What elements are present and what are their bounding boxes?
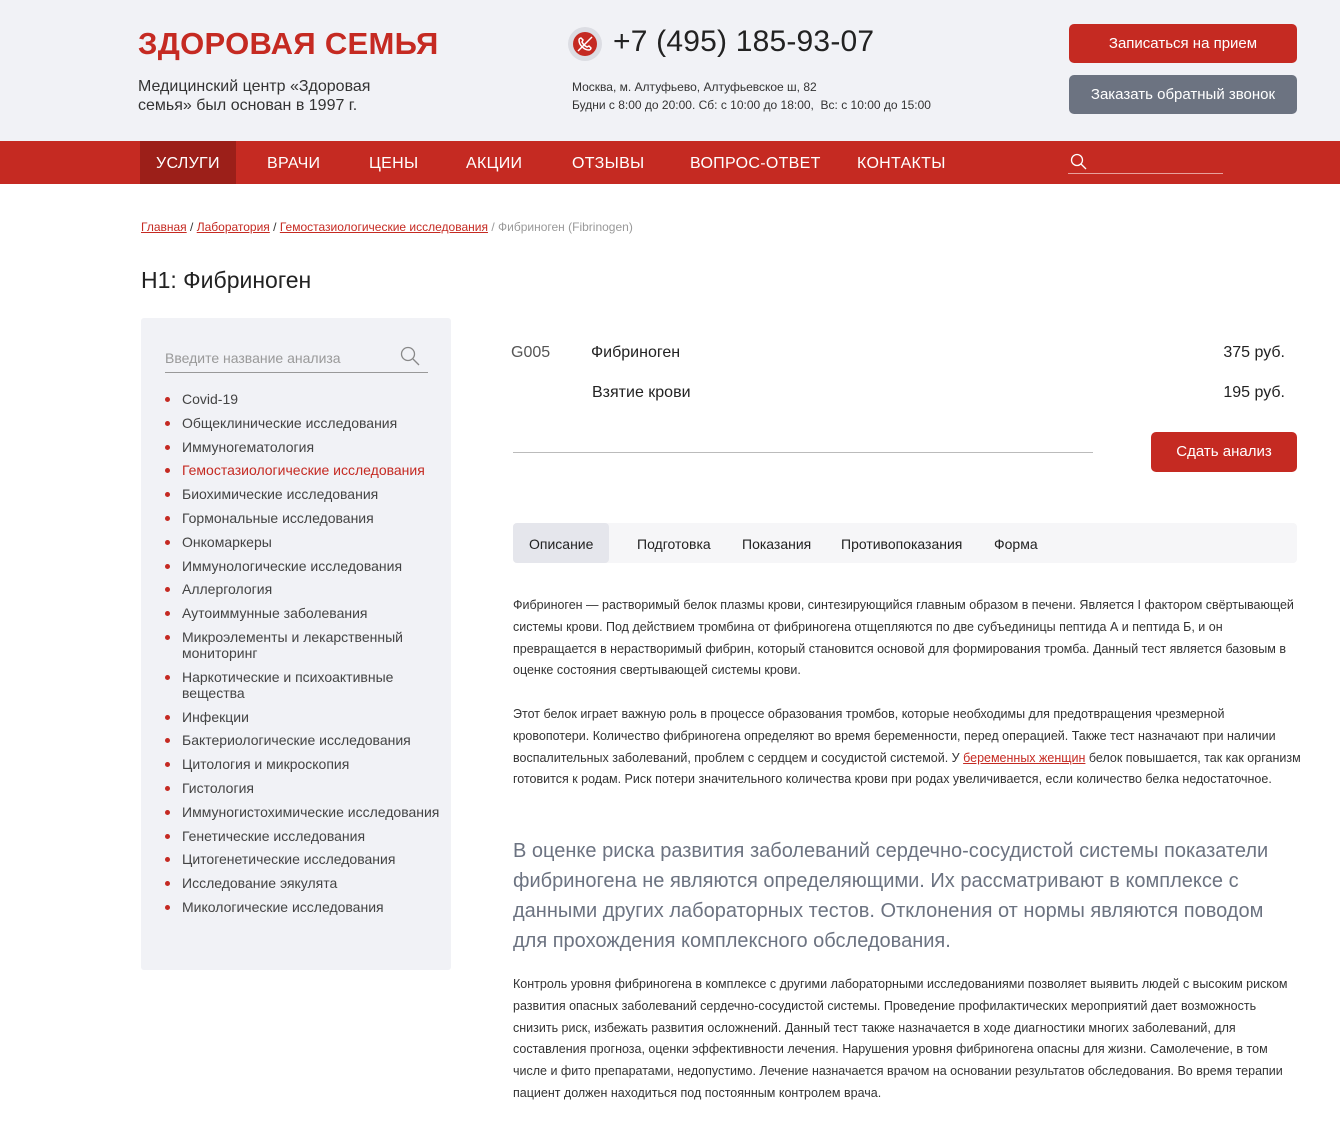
sidebar-item[interactable]: Бактериологические исследования	[165, 732, 445, 748]
nav-item-doctors[interactable]: ВРАЧИ	[267, 155, 321, 172]
blood-draw-price: 195 руб.	[1223, 384, 1285, 401]
tab-description[interactable]: Описание	[513, 523, 609, 563]
page-title: H1: Фибриноген	[141, 267, 312, 293]
breadcrumb	[141, 220, 633, 234]
logo[interactable]: ЗДОРОВАЯ СЕМЬЯ	[138, 26, 439, 61]
analysis-name: Фибриноген	[591, 344, 681, 361]
nav-item-promotions[interactable]: АКЦИИ	[466, 155, 523, 172]
sidebar-item[interactable]: Цитогенетические исследования	[165, 851, 445, 867]
nav-search-input[interactable]	[1068, 152, 1223, 174]
analysis-category-list	[165, 391, 445, 923]
divider	[513, 452, 1093, 453]
tab-contraindications[interactable]: Противопоказания	[841, 536, 963, 552]
breadcrumb-separator: /	[190, 220, 194, 234]
header	[0, 0, 1340, 141]
nav-item-reviews[interactable]: ОТЗЫВЫ	[572, 155, 645, 172]
nav-item-faq[interactable]: ВОПРОС-ОТВЕТ	[690, 155, 821, 172]
sidebar-item[interactable]: Наркотические и психоактивные вещества	[165, 669, 445, 701]
order-analysis-button[interactable]: Сдать анализ	[1151, 432, 1297, 472]
description-paragraph: Контроль уровня фибриногена в комплексе с другими лабораторными исследованиями позволяет выявить людей с высоким риском развития опасных заболеваний сердечно-сосудистой системы. Проведение профилактических мероприятий дает возможность снизить риск, избежать развития осложнений. Данный тест также назначается в ходе диагностики многих заболеваний, для составления прогноза, оценки эффективности лечения. Нарушения уровня фибриногена опасны для жизни. Самолечение, в том числе и фито препаратами, недопустимо. Лечение назначается врачом на основании результатов обследования. Во время терапии пациент должен находиться под постоянным контролем врача.	[513, 977, 1288, 1100]
nav-item-services[interactable]: УСЛУГИ	[140, 141, 236, 184]
breadcrumb-separator: /	[273, 220, 277, 234]
pregnant-women-link[interactable]: беременных женщин	[963, 750, 1086, 765]
working-hours: Будни с 8:00 до 20:00. Сб: с 10:00 до 18:00, Вс: с 10:00 до 15:00	[572, 98, 931, 112]
breadcrumb-laboratory[interactable]: Лаборатория	[196, 220, 270, 234]
search-icon[interactable]	[1070, 153, 1088, 171]
callback-button[interactable]: Заказать обратный звонок	[1069, 75, 1297, 114]
nav-item-contacts[interactable]: КОНТАКТЫ	[857, 155, 946, 172]
sidebar-search-input[interactable]	[165, 347, 390, 369]
sidebar	[141, 318, 451, 970]
sidebar-item-active[interactable]: Гемостазиологические исследования	[165, 462, 445, 478]
sidebar-item[interactable]: Гистология	[165, 780, 445, 796]
search-icon[interactable]	[400, 345, 420, 367]
breadcrumb-current: Фибриноген (Fibrinogen)	[498, 220, 633, 234]
phone-number[interactable]: +7 (495) 185-93-07	[613, 25, 875, 58]
breadcrumb-hemostasis[interactable]: Гемостазиологические исследования	[279, 220, 488, 234]
breadcrumb-separator: /	[491, 220, 495, 234]
sidebar-item[interactable]: Аллергология	[165, 581, 445, 597]
tabs	[513, 523, 1297, 563]
tab-form[interactable]: Форма	[994, 536, 1038, 552]
sidebar-item[interactable]: Covid-19	[165, 391, 445, 407]
sidebar-item[interactable]: Иммунологические исследования	[165, 558, 445, 574]
analysis-code: G005	[511, 344, 551, 361]
address: Москва, м. Алтуфьево, Алтуфьевское ш, 82	[572, 80, 817, 94]
description-paragraph: Фибриноген — растворимый белок плазмы крови, синтезирующийся главным образом в печени. Является I фактором свёртывающей системы крови. Под действием тромбина от фибриногена отщепляются по две субъединицы пептида А и пептида Б, и он превращается в нерастворимый фибрин, который становится основой для формирования тромба. Данный тест является базовым в оценке состояния свертывающей системы крови.	[513, 598, 1294, 678]
sidebar-item[interactable]: Биохимические исследования	[165, 486, 445, 502]
analysis-price: 375 руб.	[1223, 344, 1285, 361]
blood-draw-name: Взятие крови	[592, 384, 691, 401]
sidebar-item[interactable]: Аутоиммунные заболевания	[165, 605, 445, 621]
appointment-button[interactable]: Записаться на прием	[1069, 24, 1297, 63]
description-paragraph: Этот белок играет важную роль в процессе образования тромбов, которые необходимы для предотвращения чрезмерной кровопотери. Количество фибриногена определяют во время беременности, перед операцией. Также тест назначают при наличии воспалительных заболеваний, проблем с сердцем и сосудистой системой. У беременных женщин белок повышается, так как организм готовится к родам. Риск потери значительного количества крови при родах увеличивается, если количество белка недостаточное.	[513, 707, 1301, 787]
sidebar-item[interactable]: Инфекции	[165, 709, 445, 725]
phone-icon	[568, 27, 602, 61]
tab-preparation[interactable]: Подготовка	[637, 536, 711, 552]
sidebar-item[interactable]: Цитология и микроскопия	[165, 756, 445, 772]
breadcrumb-home[interactable]: Главная	[141, 220, 187, 234]
sidebar-item[interactable]: Исследование эякулята	[165, 875, 445, 891]
sidebar-item[interactable]: Микологические исследования	[165, 899, 445, 915]
sidebar-item[interactable]: Иммуногистохимические исследования	[165, 804, 445, 820]
sidebar-item[interactable]: Микроэлементы и лекарственный мониторинг	[165, 629, 445, 661]
main-nav	[0, 141, 1340, 184]
sidebar-item[interactable]: Генетические исследования	[165, 828, 445, 844]
nav-item-prices[interactable]: ЦЕНЫ	[369, 155, 419, 172]
highlight-quote: В оценке риска развития заболеваний сердечно-сосудистой системы показатели фибриногена не являются определяющими. Их рассматривают в комплексе с данными других лабораторных тестов. Отклонения от нормы являются поводом для прохождения комплексного обследования.	[513, 840, 1269, 952]
sidebar-item[interactable]: Общеклинические исследования	[165, 415, 445, 431]
tab-indications[interactable]: Показания	[742, 536, 812, 552]
sidebar-item[interactable]: Гормональные исследования	[165, 510, 445, 526]
sidebar-search	[165, 343, 428, 373]
sidebar-item[interactable]: Иммуногематология	[165, 439, 445, 455]
sidebar-item[interactable]: Онкомаркеры	[165, 534, 445, 550]
tagline: Медицинский центр «Здоровая семья» был основан в 1997 г.	[138, 78, 371, 114]
